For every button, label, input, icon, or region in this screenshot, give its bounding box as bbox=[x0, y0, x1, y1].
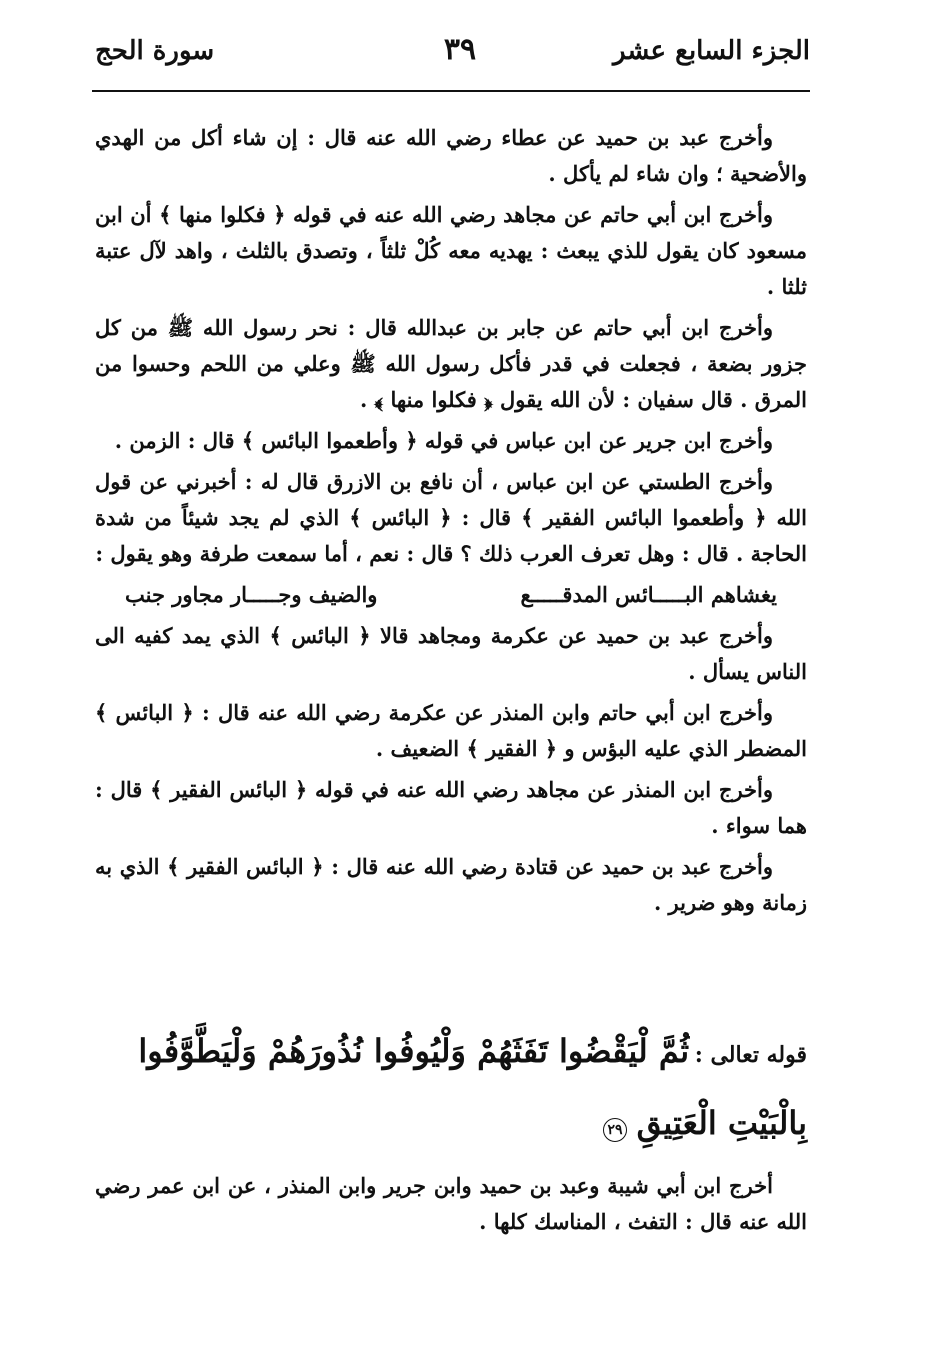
narrations-body bbox=[95, 120, 807, 926]
page-number: ٣٩ bbox=[443, 32, 477, 67]
narration-paragraph: وأخرج ابن أبي حاتم عن مجاهد رضي الله عنه في قوله ﴿ فكلوا منها ﴾ أن ابن مسعود كان يقول للذي يبعث : يهديه معه كُلْ ثلثاً ، وتصدق بالثلث ، واهد لآل عتبة ثلثا . bbox=[95, 202, 807, 299]
quran-verse-heading bbox=[95, 1018, 807, 1162]
poem-first-hemistich: يغشاهم البـــــائس المدقـــــع bbox=[520, 582, 777, 607]
running-header bbox=[95, 32, 810, 84]
narration-paragraph: وأخرج ابن أبي حاتم عن جابر بن عبدالله قال : نحر رسول الله ﷺ من كل جزور بضعة ، فجعلت في قدر فأكل رسول الله ﷺ وعلي من اللحم وحسوا من المرق . قال سفيان : لأن الله يقول ﴿ فكلوا منها ﴾ . bbox=[95, 315, 807, 412]
narration-paragraph: وأخرج ابن أبي حاتم وابن المنذر عن عكرمة رضي الله عنه قال : ﴿ البائس ﴾ المضطر الذي عليه البؤس و ﴿ الفقير ﴾ الضعيف . bbox=[95, 700, 807, 761]
part-name: الجزء السابع عشر bbox=[613, 36, 810, 66]
narration-paragraph: وأخرج عبد بن حميد عن عكرمة ومجاهد قالا ﴿ البائس ﴾ الذي يمد كفيه الى الناس يسأل . bbox=[95, 623, 807, 684]
poem-second-hemistich: والضيف وجـــــار مجاور جنب bbox=[125, 582, 378, 607]
ayah-number-marker: ٢٩ bbox=[603, 1118, 627, 1142]
narration-paragraph: وأخرج ابن جرير عن ابن عباس في قوله ﴿ وأطعموا البائس ﴾ قال : الزمن . bbox=[114, 428, 773, 453]
narration-paragraph: وأخرج عبد بن حميد عن قتادة رضي الله عنه قال : ﴿ البائس الفقير ﴾ الذي به زمانة وهو ضرير . bbox=[95, 854, 807, 915]
verse-text: ثُمَّ لْيَقْضُوا تَفَثَهُمْ وَلْيُوفُوا نُذُورَهُمْ وَلْيَطَّوَّفُوا بِالْبَيْتِ الْعَتِيقِ bbox=[138, 1032, 807, 1142]
tafsir-body bbox=[95, 1168, 807, 1240]
narration-paragraph: وأخرج الطستي عن ابن عباس ، أن نافع بن الازرق قال له : أخبرني عن قول الله ﴿ وأطعموا البائس الفقير ﴾ قال : ﴿ البائس ﴾ الذي لم يجد شيئاً من شدة الحاجة . قال : وهل تعرف العرب ذلك ؟ قال : نعم ، أما سمعت طرفة وهو يقول : bbox=[95, 469, 807, 566]
verse-label: قوله تعالى : bbox=[694, 1042, 807, 1068]
tafsir-paragraph: أخرج ابن أبي شيبة وعبد بن حميد وابن جرير وابن المنذر ، عن ابن عمر رضي الله عنه قال : التفث ، المناسك كلها . bbox=[95, 1173, 807, 1234]
header-divider bbox=[92, 90, 810, 92]
surah-name: سورة الحج bbox=[95, 36, 215, 66]
narration-paragraph: وأخرج ابن المنذر عن مجاهد رضي الله عنه في قوله ﴿ البائس الفقير ﴾ قال : هما سواء . bbox=[95, 777, 807, 838]
narration-paragraph: وأخرج عبد بن حميد عن عطاء رضي الله عنه قال : إن شاء أكل من الهدي والأضحية ؛ وان شاء لم يأكل . bbox=[95, 125, 807, 186]
poem-verse bbox=[95, 577, 807, 613]
